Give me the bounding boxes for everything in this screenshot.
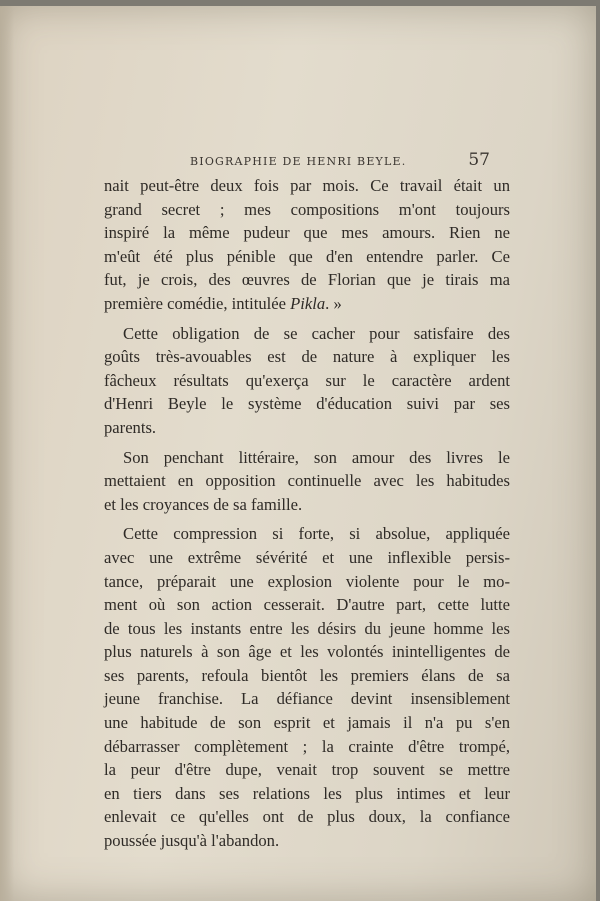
text-line: la peur d'être dupe, venait trop souvent se mettre xyxy=(104,760,510,780)
text-line: plus naturels à son âge et les volontés inintelligentes de xyxy=(104,642,510,662)
paragraph-1 xyxy=(104,174,510,316)
text-run: . » xyxy=(325,293,342,313)
italic-title: Pikla xyxy=(290,293,326,313)
text-line: Cette compression si forte, si absolue, appliquée xyxy=(123,524,510,544)
text-line: fâcheux résultats qu'exerça sur le caractère ardent xyxy=(104,370,510,390)
text-line: et les croyances de sa famille. xyxy=(104,494,303,514)
text-line: parents. xyxy=(104,417,157,437)
running-title: BIOGRAPHIE DE HENRI BEYLE. xyxy=(190,155,407,168)
paragraph-3 xyxy=(104,446,510,517)
text-line: grand secret ; mes compositions m'ont toujours xyxy=(104,199,510,219)
text-line: mettaient en opposition continuelle avec les habitudes xyxy=(104,471,510,491)
paragraph-4 xyxy=(104,522,510,852)
text-line: m'eût été plus pénible que d'en entendre parler. Ce xyxy=(104,246,510,266)
text-line: inspiré la même pudeur que mes amours. Rien ne xyxy=(104,223,510,243)
text-line: débarrasser complètement ; la crainte d'être trompé, xyxy=(104,736,510,756)
text-line: ses parents, refoula bientôt les premiers élans de sa xyxy=(104,665,510,685)
text-line xyxy=(104,292,510,316)
text-line: d'Henri Beyle le système d'éducation suivi par ses xyxy=(104,394,510,414)
text-line: enlevait ce qu'elles ont de plus doux, la confiance xyxy=(104,807,510,827)
paragraph-2 xyxy=(104,322,510,440)
page-number: 57 xyxy=(468,150,490,170)
text-line: ment où son action cesserait. D'autre part, cette lutte xyxy=(104,595,510,615)
text-line: de tous les instants entre les désirs du jeune homme les xyxy=(104,618,510,638)
text-line: poussée jusqu'à l'abandon. xyxy=(104,831,280,851)
text-line: tance, préparait une explosion violente pour le mo- xyxy=(104,571,510,591)
page-edge-shadow xyxy=(0,6,14,901)
text-line: fut, je crois, des œuvres de Florian que je tirais ma xyxy=(104,270,510,290)
text-line: une habitude de son esprit et jamais il n'a pu s'en xyxy=(104,713,510,733)
text-line: nait peut-être deux fois par mois. Ce travail était un xyxy=(104,176,510,195)
text-line: jeune franchise. La défiance devint insensiblement xyxy=(104,689,510,709)
running-header xyxy=(190,152,490,172)
text-line: goûts très-avouables est de nature à expliquer les xyxy=(104,347,510,367)
body-text xyxy=(104,174,510,853)
text-line: avec une extrême sévérité et une inflexible persis- xyxy=(104,547,510,567)
book-page xyxy=(0,6,596,901)
text-line: en tiers dans ses relations les plus intimes et leur xyxy=(104,783,510,803)
text-line: Son penchant littéraire, son amour des livres le xyxy=(123,447,510,467)
text-line: Cette obligation de se cacher pour satisfaire des xyxy=(123,323,510,343)
text-run: première comédie, intitulée xyxy=(104,293,291,313)
